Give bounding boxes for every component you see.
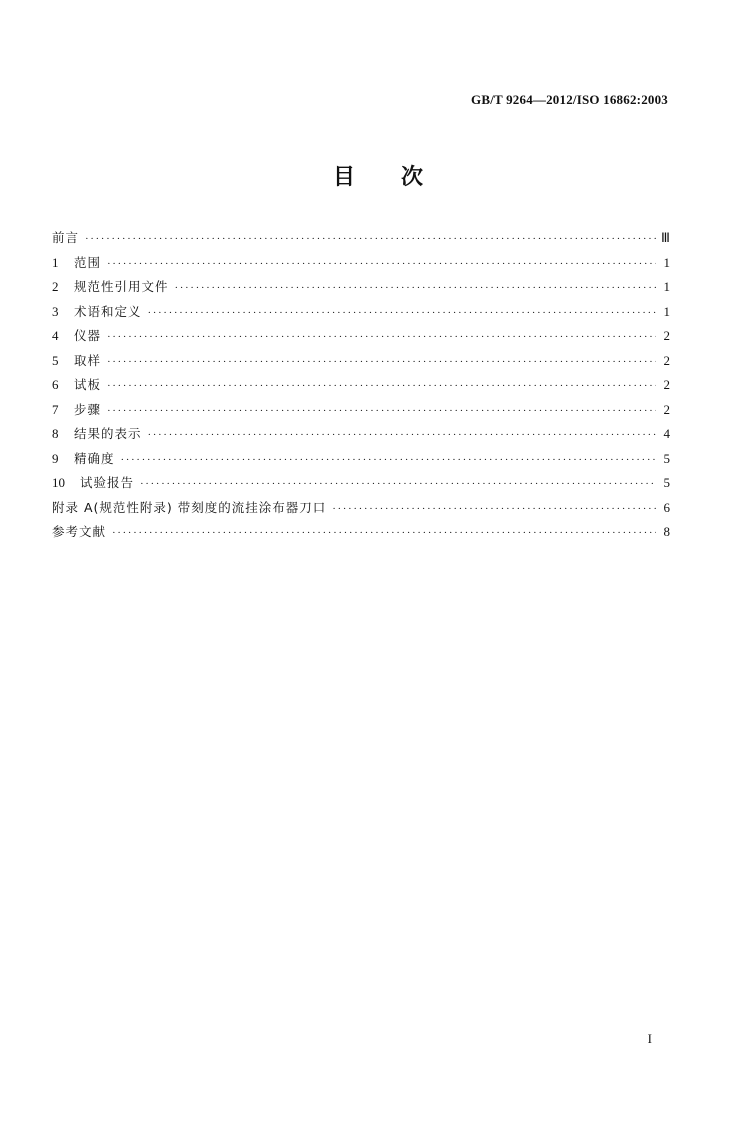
toc-entry-page: Ⅲ — [661, 230, 670, 245]
toc-leader-dots — [107, 374, 656, 399]
toc-entry-label: 附录 A(规范性附录) 带刻度的流挂涂布器刀口 — [52, 499, 327, 515]
toc-entry-label: 结果的表示 — [74, 426, 142, 441]
toc-entry-label: 范围 — [74, 254, 102, 270]
toc-entry-page: 5 — [663, 475, 670, 490]
toc-entry-page: 6 — [663, 499, 670, 515]
toc-entry-label: 试板 — [74, 377, 102, 392]
toc-leader-dots — [107, 399, 656, 424]
toc-leader-dots — [148, 423, 656, 448]
toc-entry-number: 7 — [52, 401, 59, 417]
toc-leader-dots — [107, 325, 656, 350]
toc-entry-foreword[interactable] — [52, 226, 670, 251]
toc-entry-5[interactable] — [52, 349, 670, 374]
toc-leader-dots — [332, 497, 656, 522]
toc-entry-page: 1 — [663, 303, 670, 319]
standard-code-text: GB/T 9264—2012/ISO 16862:2003 — [471, 92, 668, 107]
toc-entry-page: 2 — [663, 352, 670, 368]
toc-leader-dots — [121, 448, 656, 473]
toc-entry-4[interactable] — [52, 324, 670, 349]
toc-entry-1[interactable] — [52, 251, 670, 276]
toc-entry-number: 3 — [52, 303, 59, 319]
toc-entry-number: 5 — [52, 352, 59, 368]
toc-entry-9[interactable] — [52, 447, 670, 472]
toc-entry-page: 8 — [663, 524, 670, 539]
toc-entry-annex-a[interactable] — [52, 496, 670, 521]
toc-entry-number: 4 — [52, 328, 59, 343]
toc-entry-label: 步骤 — [74, 401, 102, 417]
toc-leader-dots — [85, 227, 656, 252]
toc-entry-page: 5 — [663, 450, 670, 466]
page-number: I — [647, 1031, 652, 1046]
toc-entry-7[interactable] — [52, 398, 670, 423]
toc-leader-dots — [148, 301, 656, 326]
toc-entry-page: 1 — [663, 279, 670, 294]
toc-entry-number: 8 — [52, 426, 59, 441]
toc-entry-number: 6 — [52, 377, 59, 392]
toc-entry-label: 参考文献 — [52, 524, 107, 539]
standard-code — [471, 92, 668, 108]
toc-entry-label: 精确度 — [74, 450, 115, 466]
toc-leader-dots — [175, 276, 656, 301]
toc-entry-label: 试验报告 — [80, 475, 135, 490]
toc-entry-page: 4 — [663, 426, 670, 441]
toc-leader-dots — [107, 252, 656, 277]
toc-entry-number: 9 — [52, 450, 59, 466]
toc-entry-number: 2 — [52, 279, 59, 294]
table-of-contents — [52, 226, 670, 545]
toc-entry-page: 2 — [663, 328, 670, 343]
toc-entry-2[interactable] — [52, 275, 670, 300]
toc-leader-dots — [112, 521, 656, 546]
toc-entry-bibliography[interactable] — [52, 520, 670, 545]
toc-entry-label: 术语和定义 — [74, 303, 142, 319]
toc-entry-number: 10 — [52, 475, 65, 490]
toc-leader-dots — [140, 472, 656, 497]
toc-entry-10[interactable] — [52, 471, 670, 496]
toc-leader-dots — [107, 350, 656, 375]
toc-entry-label: 取样 — [74, 352, 102, 368]
toc-entry-page: 2 — [663, 377, 670, 392]
toc-title — [0, 160, 756, 191]
toc-entry-number: 1 — [52, 254, 59, 270]
toc-entry-page: 2 — [663, 401, 670, 417]
toc-entry-label: 仪器 — [74, 328, 102, 343]
toc-title-char-1: 目 — [332, 165, 355, 190]
toc-title-char-2: 次 — [401, 165, 424, 190]
toc-entry-label: 前言 — [52, 230, 80, 245]
toc-entry-6[interactable] — [52, 373, 670, 398]
toc-entry-8[interactable] — [52, 422, 670, 447]
toc-entry-label: 规范性引用文件 — [74, 279, 169, 294]
toc-entry-3[interactable] — [52, 300, 670, 325]
toc-entry-page: 1 — [663, 254, 670, 270]
